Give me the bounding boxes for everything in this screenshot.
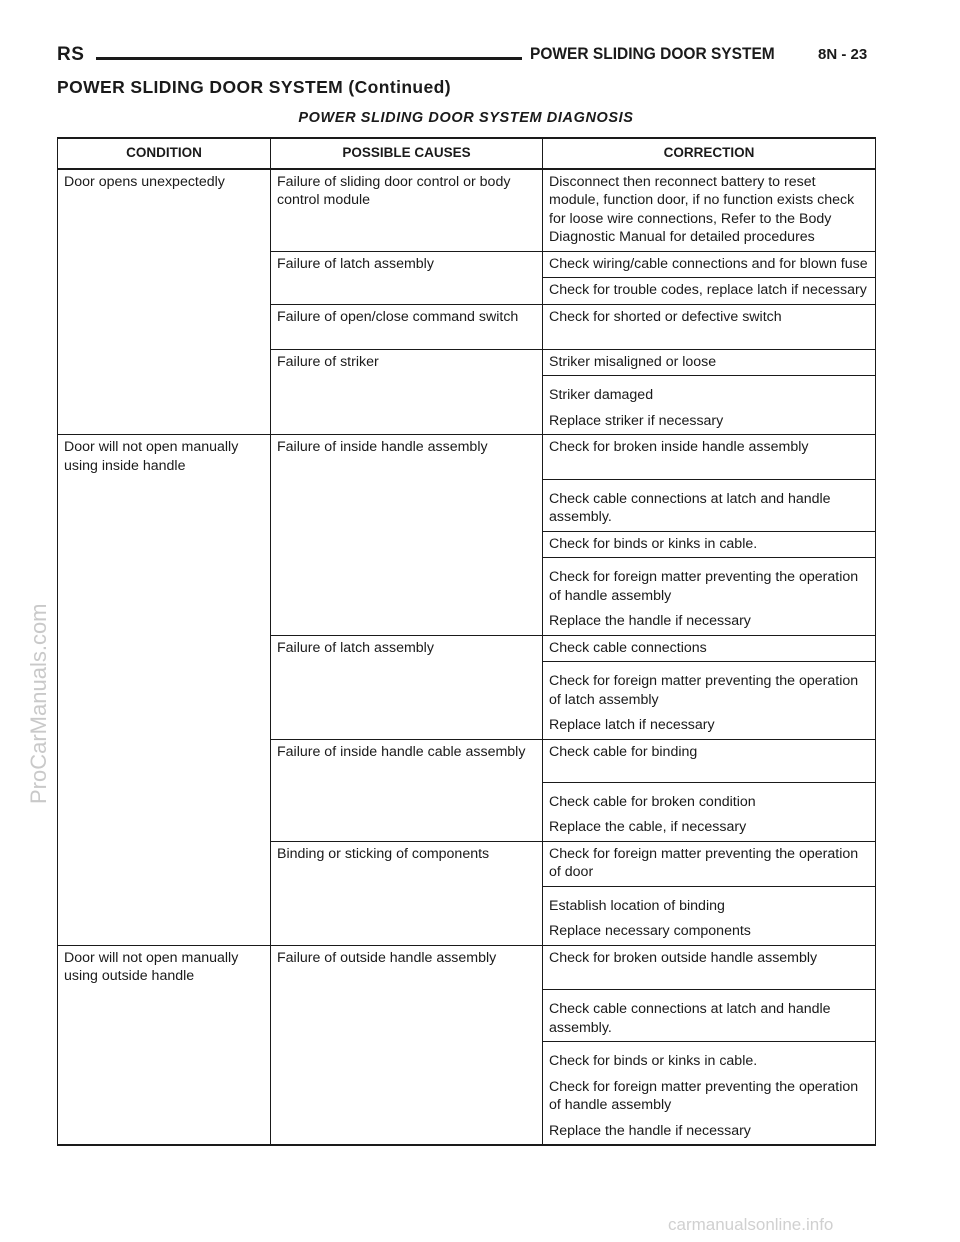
- table-row: [58, 662, 876, 714]
- cause-cell: [271, 782, 543, 815]
- table-row: [58, 990, 876, 1042]
- cause-cell: [271, 278, 543, 305]
- header-rule: [96, 57, 522, 60]
- cause-cell: [271, 815, 543, 841]
- condition-cell: Door will not open manually using outside handle: [58, 945, 271, 990]
- cause-cell: [271, 558, 543, 610]
- correction-cell: Replace the handle if necessary: [543, 609, 876, 635]
- table-row: [58, 815, 876, 841]
- table-row: [58, 713, 876, 739]
- cause-cell: Failure of latch assembly: [271, 251, 543, 278]
- cause-cell: Failure of open/close command switch: [271, 304, 543, 349]
- correction-cell: Check for binds or kinks in cable.: [543, 531, 876, 558]
- table-row: [58, 739, 876, 782]
- condition-cell: [58, 841, 271, 886]
- table-row: [58, 1042, 876, 1075]
- table-row: [58, 1075, 876, 1119]
- condition-cell: [58, 1042, 271, 1075]
- footer-watermark: carmanualsonline.info: [668, 1215, 834, 1234]
- condition-cell: [58, 531, 271, 558]
- table-title: POWER SLIDING DOOR SYSTEM DIAGNOSIS: [298, 110, 634, 126]
- cause-cell: [271, 662, 543, 714]
- correction-cell: Check for shorted or defective switch: [543, 304, 876, 349]
- table-row: [58, 945, 876, 990]
- condition-cell: [58, 739, 271, 782]
- table-row: [58, 886, 876, 919]
- section-title: POWER SLIDING DOOR SYSTEM (Continued): [57, 77, 451, 97]
- condition-cell: [58, 409, 271, 435]
- correction-cell: Check cable connections at latch and handle assembly.: [543, 479, 876, 531]
- chapter-title: POWER SLIDING DOOR SYSTEM: [530, 45, 775, 63]
- condition-cell: [58, 251, 271, 278]
- cause-cell: [271, 409, 543, 435]
- diagnosis-table: [57, 137, 876, 1146]
- correction-cell: Check wiring/cable connections and for blown fuse: [543, 251, 876, 278]
- table-row: [58, 782, 876, 815]
- condition-cell: [58, 349, 271, 376]
- cause-cell: Failure of sliding door control or body control module: [271, 169, 543, 252]
- condition-cell: [58, 304, 271, 349]
- condition-cell: [58, 1119, 271, 1146]
- cause-cell: [271, 609, 543, 635]
- cause-cell: [271, 919, 543, 945]
- table-row: [58, 169, 876, 252]
- cause-cell: Failure of inside handle cable assembly: [271, 739, 543, 782]
- correction-cell: Replace latch if necessary: [543, 713, 876, 739]
- table-row: [58, 349, 876, 376]
- table-row: [58, 409, 876, 435]
- cause-cell: [271, 376, 543, 409]
- correction-cell: Striker misaligned or loose: [543, 349, 876, 376]
- correction-cell: Striker damaged: [543, 376, 876, 409]
- condition-cell: [58, 479, 271, 531]
- condition-cell: [58, 662, 271, 714]
- cause-cell: Failure of outside handle assembly: [271, 945, 543, 990]
- correction-cell: Replace the cable, if necessary: [543, 815, 876, 841]
- table-row: [58, 435, 876, 480]
- condition-cell: Door will not open manually using inside handle: [58, 435, 271, 480]
- correction-cell: Check cable connections: [543, 635, 876, 662]
- table-row: [58, 531, 876, 558]
- condition-cell: [58, 919, 271, 945]
- condition-cell: [58, 376, 271, 409]
- condition-cell: [58, 1075, 271, 1119]
- condition-cell: Door opens unexpectedly: [58, 169, 271, 252]
- condition-cell: [58, 635, 271, 662]
- table-row: [58, 304, 876, 349]
- cause-cell: [271, 531, 543, 558]
- correction-cell: Check cable for broken condition: [543, 782, 876, 815]
- condition-cell: [58, 713, 271, 739]
- table-row: [58, 635, 876, 662]
- table-row: [58, 278, 876, 305]
- condition-cell: [58, 278, 271, 305]
- correction-cell: Check cable connections at latch and handle assembly.: [543, 990, 876, 1042]
- cause-cell: [271, 1042, 543, 1075]
- correction-cell: Replace necessary components: [543, 919, 876, 945]
- cause-cell: Failure of striker: [271, 349, 543, 376]
- correction-cell: Check for trouble codes, replace latch if necessary: [543, 278, 876, 305]
- condition-cell: [58, 782, 271, 815]
- condition-cell: [58, 609, 271, 635]
- table-header-row: [58, 138, 876, 169]
- correction-cell: Check for broken outside handle assembly: [543, 945, 876, 990]
- condition-cell: [58, 558, 271, 610]
- column-header-condition: CONDITION: [58, 138, 271, 169]
- table-row: [58, 376, 876, 409]
- correction-cell: Check for foreign matter preventing the operation of door: [543, 841, 876, 886]
- table-row: [58, 919, 876, 945]
- correction-cell: Check cable for binding: [543, 739, 876, 782]
- column-header-correction: CORRECTION: [543, 138, 876, 169]
- section-code: RS: [57, 44, 85, 65]
- correction-cell: Establish location of binding: [543, 886, 876, 919]
- correction-cell: Check for foreign matter preventing the operation of handle assembly: [543, 1075, 876, 1119]
- page-number: 8N - 23: [818, 46, 868, 63]
- table-row: [58, 251, 876, 278]
- table-row: [58, 841, 876, 886]
- cause-cell: [271, 1075, 543, 1119]
- condition-cell: [58, 815, 271, 841]
- table-row: [58, 479, 876, 531]
- table-row: [58, 558, 876, 610]
- cause-cell: Failure of latch assembly: [271, 635, 543, 662]
- correction-cell: Replace the handle if necessary: [543, 1119, 876, 1146]
- correction-cell: Check for broken inside handle assembly: [543, 435, 876, 480]
- cause-cell: [271, 479, 543, 531]
- side-watermark: ProCarManuals.com: [26, 603, 51, 804]
- cause-cell: [271, 713, 543, 739]
- cause-cell: [271, 1119, 543, 1146]
- correction-cell: Check for binds or kinks in cable.: [543, 1042, 876, 1075]
- condition-cell: [58, 990, 271, 1042]
- cause-cell: [271, 990, 543, 1042]
- condition-cell: [58, 886, 271, 919]
- correction-cell: Check for foreign matter preventing the operation of latch assembly: [543, 662, 876, 714]
- cause-cell: Failure of inside handle assembly: [271, 435, 543, 480]
- column-header-causes: POSSIBLE CAUSES: [271, 138, 543, 169]
- table-row: [58, 1119, 876, 1146]
- cause-cell: [271, 886, 543, 919]
- correction-cell: Replace striker if necessary: [543, 409, 876, 435]
- cause-cell: Binding or sticking of components: [271, 841, 543, 886]
- table-row: [58, 609, 876, 635]
- correction-cell: Disconnect then reconnect battery to reset module, function door, if no function exists check for loose wire connections, Refer to the Body Diagnostic Manual for detailed procedures: [543, 169, 876, 252]
- correction-cell: Check for foreign matter preventing the operation of handle assembly: [543, 558, 876, 610]
